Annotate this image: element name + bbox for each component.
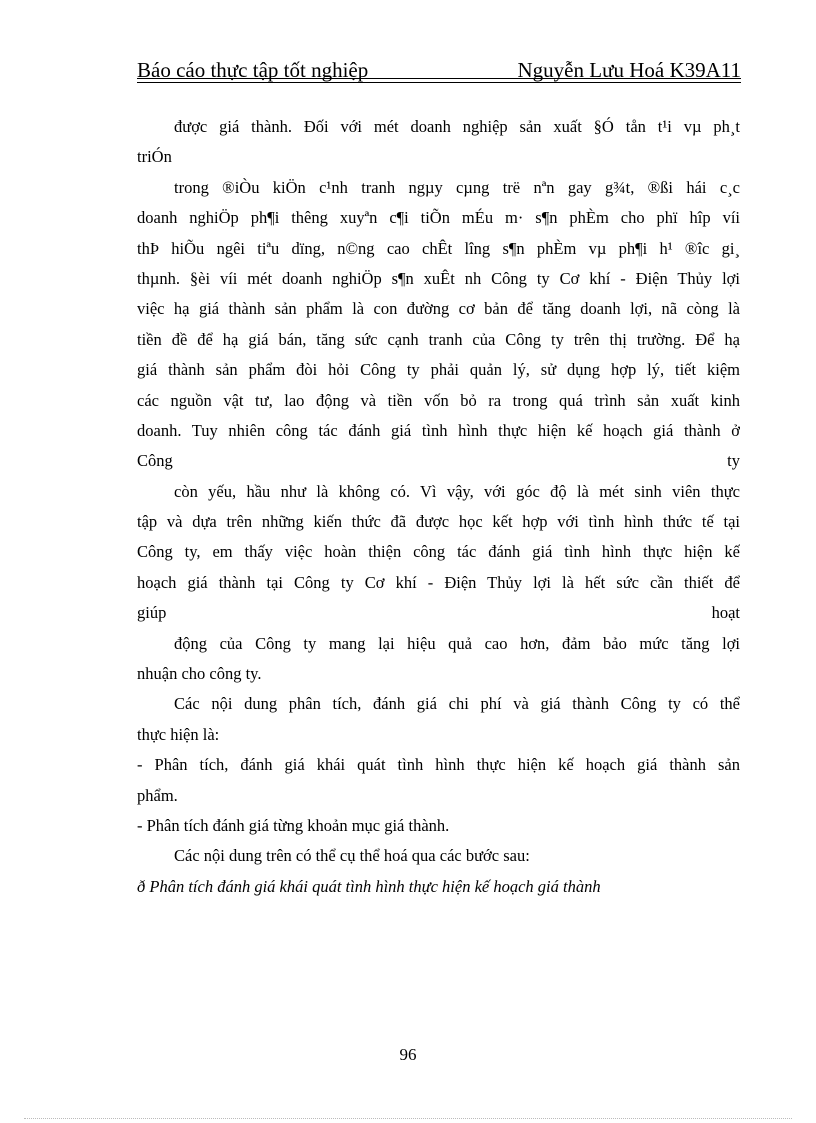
text-line: thÞ hiÕu ngêi tiªu dïng, n©ng cao chÊt lîng s¶n phÈm vµ ph¶i h¹ ®îc gi¸ bbox=[137, 238, 740, 258]
text-line: giúp hoạt bbox=[137, 603, 740, 623]
text-line: được giá thành. Đối với mét doanh nghiệp sản xuất §Ó tån t¹i vµ ph¸t bbox=[174, 117, 740, 136]
header-author: Nguyễn Lưu Hoá K39A11 bbox=[517, 58, 741, 82]
text-line: các nguồn vật tư, lao động và tiền vốn bỏ ra trong quá trình sản xuất kinh bbox=[137, 390, 740, 410]
text-line: phẩm. bbox=[137, 785, 178, 805]
text-line: Công ty, em thấy việc hoàn thiện công tác đánh giá tình hình thực hiện kế bbox=[137, 542, 740, 562]
text-line: - Phân tích đánh giá từng khoản mục giá thành. bbox=[137, 815, 450, 835]
text-line: Công ty bbox=[137, 451, 740, 471]
text-line: triÓn bbox=[137, 147, 172, 167]
text-line: giá thành sản phẩm đòi hỏi Công ty phải quản lý, sử dụng hợp lý, tiết kiệm bbox=[137, 360, 740, 380]
text-line: thực hiện là: bbox=[137, 724, 220, 744]
text-line-italic-heading: ð Phân tích đánh giá khái quát tình hình thực hiện kế hoạch giá thành bbox=[137, 876, 601, 896]
header-rule-double bbox=[137, 82, 741, 83]
text-line: việc hạ giá thành sản phẩm là con đường cơ bản để tăng doanh lợi, nã còng là bbox=[137, 299, 740, 319]
text-line: thµnh. §èi víi mét doanh nghiÖp s¶n xuÊt nh Công ty Cơ khí - Điện Thủy lợi bbox=[137, 268, 740, 288]
text-line: tập và dựa trên những kiến thức đã được học kết hợp với tình hình thức tế tại bbox=[137, 512, 740, 532]
text-line: động của Công ty mang lại hiệu quả cao hơn, đảm bảo mức tăng lợi bbox=[174, 633, 740, 653]
text-line: hoạch giá thành tại Công ty Cơ khí - Điện Thủy lợi là hết sức cần thiết để bbox=[137, 572, 740, 592]
text-line: nhuận cho công ty. bbox=[137, 664, 262, 684]
text-line: - Phân tích, đánh giá khái quát tình hình thực hiện kế hoạch giá thành sản bbox=[137, 755, 740, 775]
text-line: doanh nghiÖp ph¶i thêng xuyªn c¶i tiÕn mÉu m· s¶n phÈm cho phï hîp víi bbox=[137, 208, 740, 228]
page-number: 96 bbox=[399, 1045, 417, 1064]
text-line: Các nội dung phân tích, đánh giá chi phí và giá thành Công ty có thể bbox=[174, 694, 740, 714]
page-header bbox=[137, 58, 741, 84]
text-line: còn yếu, hầu như là không có. Vì vậy, với góc độ là mét sinh viên thực bbox=[174, 481, 740, 501]
text-line: tiền đề để hạ giá bán, tăng sức cạnh tranh của Công ty trên thị trường. Để hạ bbox=[137, 329, 740, 349]
body-text bbox=[137, 112, 740, 902]
text-line: Các nội dung trên có thể cụ thể hoá qua các bước sau: bbox=[174, 846, 530, 866]
header-rule bbox=[137, 78, 741, 79]
text-line: doanh. Tuy nhiên công tác đánh giá tình hình thực hiện kế hoạch giá thành ở bbox=[137, 420, 740, 440]
header-report-title: Báo cáo thực tập tốt nghiệp bbox=[137, 58, 369, 82]
text-line: trong ®iÒu kiÖn c¹nh tranh ngµy cµng trë nªn gay g¾t, ®ßi hái c¸c bbox=[174, 177, 740, 197]
page-bottom-border bbox=[24, 1118, 792, 1119]
